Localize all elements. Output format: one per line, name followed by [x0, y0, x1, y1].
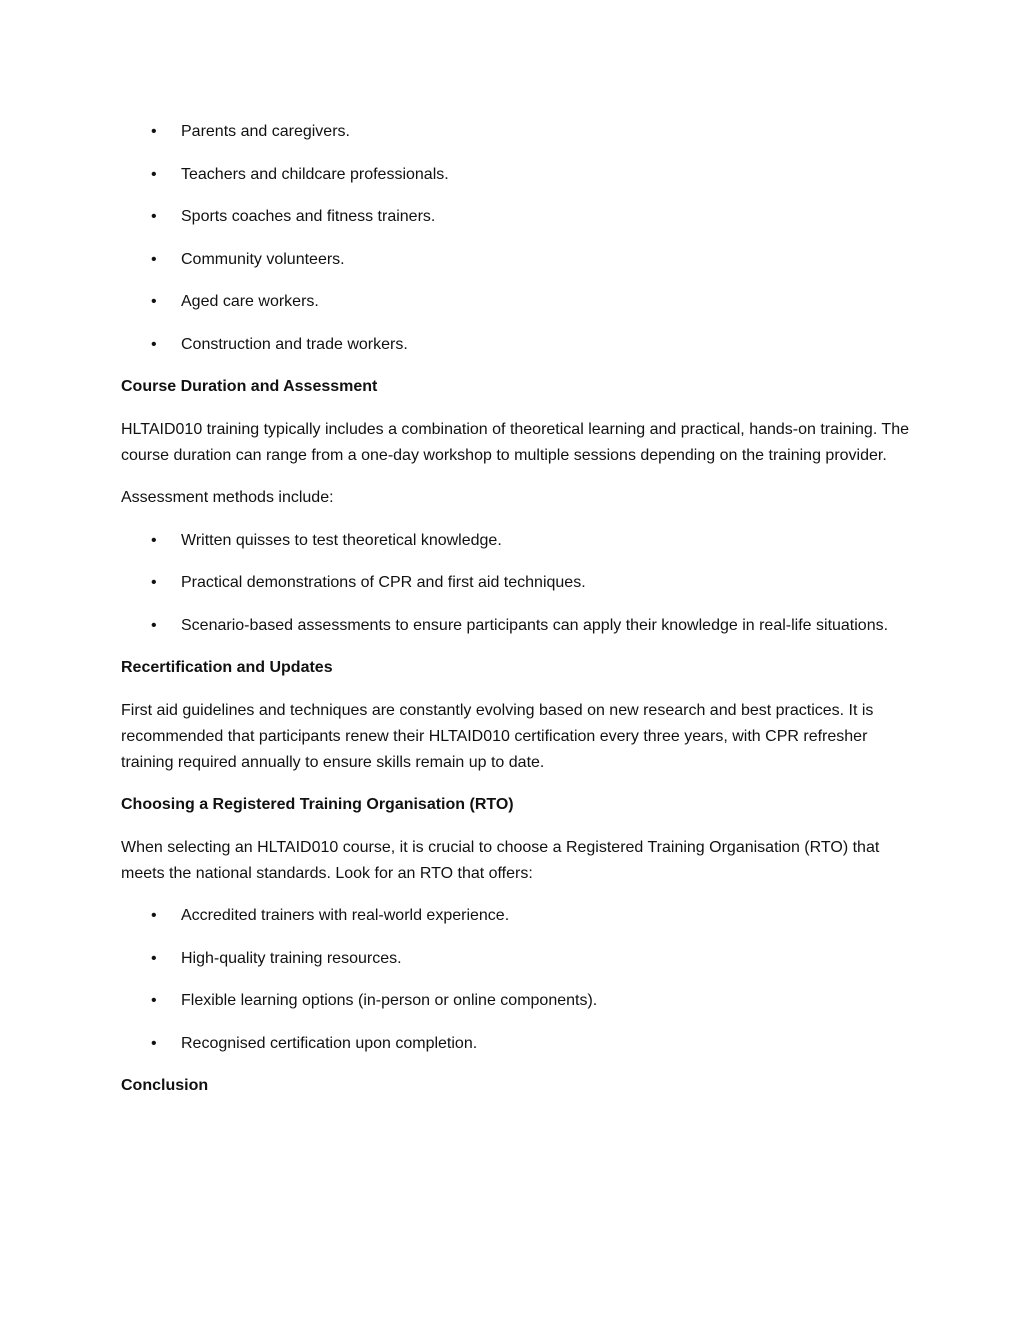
audience-list	[121, 119, 911, 358]
document-body	[121, 119, 911, 1116]
section-heading-duration: Course Duration and Assessment	[121, 378, 378, 395]
assessment-list	[121, 528, 911, 639]
list-item-text: Teachers and childcare professionals.	[181, 165, 449, 183]
list-item	[121, 1031, 911, 1057]
section-heading-rto: Choosing a Registered Training Organisation (RTO)	[121, 796, 514, 813]
bullet-icon: •	[151, 949, 157, 967]
paragraph-duration: HLTAID010 training typically includes a combination of theoretical learning and practical, hands-on training. The course duration can range from a one-day workshop to multiple sessions depending on the training provider.	[121, 420, 909, 464]
bullet-icon: •	[151, 335, 157, 353]
bullet-icon: •	[151, 907, 157, 924]
section-heading-recertification: Recertification and Updates	[121, 659, 333, 676]
list-item-text: Aged care workers.	[181, 293, 319, 310]
list-item	[121, 119, 911, 145]
list-item-text: Parents and caregivers.	[181, 123, 350, 140]
list-item-text: Accredited trainers with real-world experience.	[181, 907, 510, 924]
list-item-text: Written quisses to test theoretical knowledge.	[181, 531, 502, 549]
bullet-icon: •	[151, 616, 157, 634]
list-item	[121, 528, 911, 554]
list-item	[121, 613, 911, 639]
bullet-icon: •	[151, 992, 157, 1009]
list-item	[121, 570, 911, 596]
list-item-text: Community volunteers.	[181, 250, 345, 268]
paragraph-rto: When selecting an HLTAID010 course, it is crucial to choose a Registered Training Organisation (RTO) that meets the national standards. Look for an RTO that offers:	[121, 838, 880, 882]
list-item-text: Construction and trade workers.	[181, 335, 408, 353]
list-item-text: Practical demonstrations of CPR and first aid techniques.	[181, 574, 586, 591]
list-item	[121, 903, 911, 929]
paragraph-assessment-intro: Assessment methods include:	[121, 489, 334, 506]
list-item-text: Sports coaches and fitness trainers.	[181, 208, 436, 225]
bullet-icon: •	[151, 574, 157, 591]
section-heading-conclusion: Conclusion	[121, 1077, 209, 1094]
paragraph-recertification: First aid guidelines and techniques are constantly evolving based on new research and best practices. It is recommended that participants renew their HLTAID010 certification every three years, with CPR refresher training required annually to ensure skills remain up to date.	[121, 701, 874, 771]
list-item	[121, 988, 911, 1014]
list-item	[121, 162, 911, 188]
list-item-text: Recognised certification upon completion.	[181, 1034, 478, 1052]
bullet-icon: •	[151, 1034, 157, 1052]
list-item	[121, 247, 911, 273]
list-item	[121, 289, 911, 315]
list-item	[121, 204, 911, 230]
bullet-icon: •	[151, 531, 157, 549]
bullet-icon: •	[151, 123, 157, 140]
list-item	[121, 946, 911, 972]
bullet-icon: •	[151, 293, 157, 310]
list-item-text: Scenario-based assessments to ensure participants can apply their knowledge in real-life situations.	[181, 616, 889, 634]
bullet-icon: •	[151, 250, 157, 268]
list-item-text: Flexible learning options (in-person or online components).	[181, 992, 598, 1009]
list-item	[121, 332, 911, 358]
bullet-icon: •	[151, 208, 157, 225]
rto-list	[121, 903, 911, 1057]
list-item-text: High-quality training resources.	[181, 949, 402, 967]
bullet-icon: •	[151, 165, 157, 183]
